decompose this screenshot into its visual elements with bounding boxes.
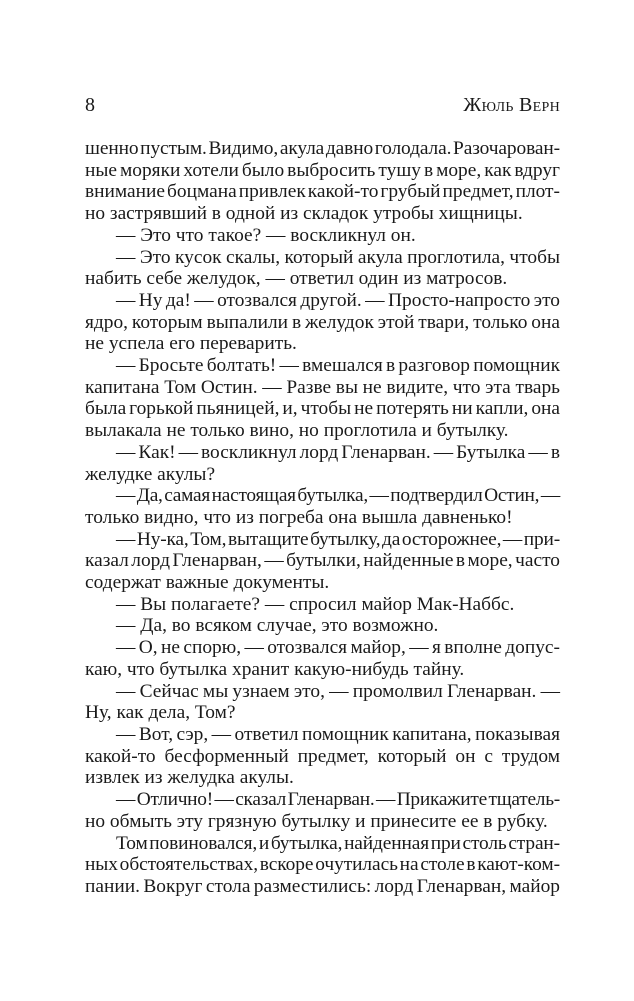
text-line	[85, 572, 560, 594]
text-line-content: только видно, что из погреба она вышла давненько!	[85, 506, 513, 528]
text-line-content: — Как! — воскликнул лорд Гленарван. — Бутылка — в	[116, 441, 560, 463]
text-line	[85, 789, 560, 811]
text-line	[85, 702, 560, 724]
text-line-content: ядро, которым выпалили в желудок этой твари, только она	[85, 311, 560, 333]
page-number: 8	[85, 94, 95, 116]
text-line-content: ных обстоятельствах, вскоре очутилась на столе в кают-ком-	[85, 854, 560, 876]
text-line	[85, 181, 560, 203]
text-line	[85, 420, 560, 442]
text-line-content: Том повиновался, и бутылка, найденная при столь стран-	[116, 832, 560, 854]
text-line	[85, 811, 560, 833]
text-line-content: — Вот, сэр, — ответил помощник капитана, показывая	[116, 723, 560, 745]
text-line-content: — Да, во всяком случае, это возможно.	[116, 615, 439, 637]
text-line	[85, 767, 560, 789]
text-line-content: но застрявший в одной из складок утробы хищницы.	[85, 203, 523, 225]
text-line-content: — Отлично! — сказал Гленарван. — Прикажите тщатель-	[116, 789, 560, 811]
text-line	[85, 464, 560, 486]
page-header	[85, 94, 560, 120]
text-line-content: каю, что бутылка хранит какую-нибудь тайну.	[85, 658, 465, 680]
text-line-content: — Сейчас мы узнаем это, — промолвил Гленарван. —	[116, 680, 560, 702]
text-line	[85, 355, 560, 377]
text-line-content: набить себе желудок, — ответил один из матросов.	[85, 268, 508, 290]
text-line	[85, 876, 560, 898]
text-line	[85, 529, 560, 551]
page-body-text	[85, 138, 560, 898]
text-line-content: внимание боцмана привлек какой-то грубый предмет, плот-	[85, 181, 560, 203]
text-line-content: была горькой пьяницей, и, чтобы не потерять ни капли, она	[85, 398, 560, 420]
text-line-content: — Бросьте болтать! — вмешался в разговор помощник	[116, 355, 560, 377]
text-line-content: — Да, самая настоящая бутылка, — подтвердил Остин, —	[116, 485, 560, 507]
text-line	[85, 746, 560, 768]
text-line-content: не успела его переварить.	[85, 333, 297, 355]
text-line	[85, 442, 560, 464]
text-line	[85, 637, 560, 659]
text-line	[85, 659, 560, 681]
text-line	[85, 377, 560, 399]
text-line	[85, 312, 560, 334]
text-line-content: — Это что такое? — воскликнул он.	[116, 224, 416, 246]
text-line	[85, 550, 560, 572]
text-line-content: шенно пустым. Видимо, акула давно голодала. Разочарован-	[85, 138, 560, 159]
text-line-content: — Вы полагаете? — спросил майор Мак-Наббс.	[116, 593, 515, 615]
text-line-content: но обмыть эту грязную бутылку и принесите ее в рубку.	[85, 810, 548, 832]
text-line	[85, 203, 560, 225]
text-line-content: — Ну да! — отозвался другой. — Просто-напросто это	[116, 289, 560, 311]
text-line	[85, 333, 560, 355]
text-line	[85, 268, 560, 290]
text-line-content: извлек из желудка акулы.	[85, 767, 294, 789]
text-line-content: — Это кусок скалы, который акула проглотила, чтобы	[116, 246, 560, 268]
text-line	[85, 854, 560, 876]
text-line	[85, 398, 560, 420]
text-line	[85, 290, 560, 312]
text-line	[85, 485, 560, 507]
text-line	[85, 225, 560, 247]
text-line	[85, 615, 560, 637]
text-line-content: пании. Вокруг стола разместились: лорд Гленарван, майор	[85, 875, 560, 897]
text-line	[85, 724, 560, 746]
text-line-content: Ну, как дела, Том?	[85, 702, 236, 724]
text-line-content: какой-то бесформенный предмет, который он с трудом	[85, 745, 560, 767]
text-line	[85, 594, 560, 616]
text-line-content: ные моряки хотели было выбросить тушу в море, как вдруг	[85, 159, 560, 181]
text-line-content: содержат важные документы.	[85, 572, 330, 594]
text-line-content: казал лорд Гленарван, — бутылки, найденные в море, часто	[85, 550, 560, 572]
text-line	[85, 247, 560, 269]
text-line	[85, 833, 560, 855]
text-line-content: капитана Том Остин. — Разве вы не видите, что эта тварь	[85, 376, 560, 398]
text-line-content: — Ну-ка, Том, вытащите бутылку, да осторожнее, — при-	[116, 528, 560, 550]
text-line-content: — О, не спорю, — отозвался майор, — я вполне допус-	[116, 637, 560, 659]
text-line-content: желудке акулы?	[85, 463, 216, 485]
text-line	[85, 681, 560, 703]
running-head: Жюль Верн	[463, 94, 560, 116]
text-line	[85, 138, 560, 160]
text-line	[85, 160, 560, 182]
text-line	[85, 507, 560, 529]
text-line-content: вылакала не только вино, но проглотила и бутылку.	[85, 420, 509, 442]
